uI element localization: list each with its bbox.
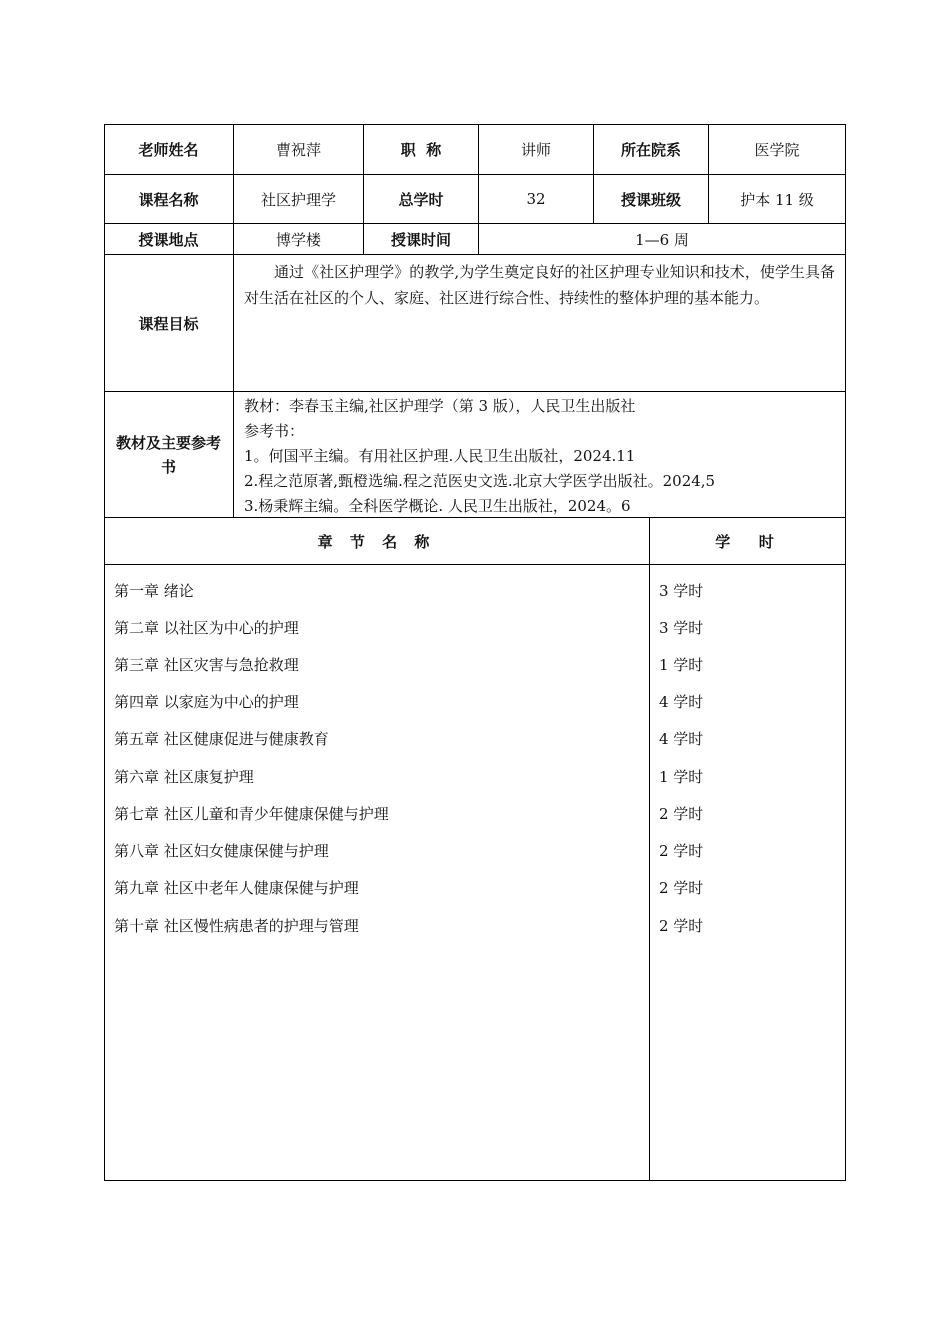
chapter-hours: 1 学时 xyxy=(659,768,704,786)
list-item xyxy=(104,832,846,869)
chapter-name: 第九章 社区中老年人健康保健与护理 xyxy=(114,879,359,897)
book-line: 2.程之范原著,甄橙选编.程之范医史文选.北京大学医学出版社。2024,5 xyxy=(244,472,716,490)
list-item xyxy=(104,720,846,757)
book-line: 1。何国平主编。有用社区护理.人民卫生出版社，2024.11 xyxy=(244,447,636,465)
chapter-name-header: 章 节 名 称 xyxy=(104,518,650,565)
chapter-hours: 3 学时 xyxy=(659,582,704,600)
course-label: 课程名称 xyxy=(104,175,234,224)
course-value: 社区护理学 xyxy=(234,175,364,224)
dept-label: 所在院系 xyxy=(594,124,709,175)
teacher-value: 曹祝萍 xyxy=(234,124,364,175)
chapter-hours: 3 学时 xyxy=(659,619,704,637)
place-label: 授课地点 xyxy=(104,224,234,255)
chapter-hours-header: 学 时 xyxy=(650,518,846,565)
hours-value: 32 xyxy=(479,175,594,224)
chapter-name: 第八章 社区妇女健康保健与护理 xyxy=(114,842,329,860)
book-line: 参考书： xyxy=(244,422,305,440)
chapter-name: 第七章 社区儿童和青少年健康保健与护理 xyxy=(114,805,389,823)
chapter-name: 第十章 社区慢性病患者的护理与管理 xyxy=(114,917,359,935)
books-list xyxy=(234,392,846,518)
goal-label: 课程目标 xyxy=(104,255,234,392)
title-label: 职 称 xyxy=(364,124,479,175)
chapter-hours: 4 学时 xyxy=(659,693,704,711)
hours-label: 总学时 xyxy=(364,175,479,224)
chapter-name: 第四章 以家庭为中心的护理 xyxy=(114,693,299,711)
books-label: 教材及主要参考书 xyxy=(104,392,234,518)
list-item xyxy=(104,907,846,944)
time-label: 授课时间 xyxy=(364,224,479,255)
dept-value: 医学院 xyxy=(709,124,846,175)
chapter-hours: 2 学时 xyxy=(659,879,704,897)
goal-paragraph: 通过《社区护理学》的教学,为学生奠定良好的社区护理专业知识和技术，使学生具备对生活在社区的个人、家庭、社区进行综合性、持续性的整体护理的基本能力。 xyxy=(244,263,835,307)
time-value: 1—6 周 xyxy=(479,224,846,255)
list-item xyxy=(104,869,846,906)
title-value: 讲师 xyxy=(479,124,594,175)
class-label: 授课班级 xyxy=(594,175,709,224)
chapter-name: 第三章 社区灾害与急抢救理 xyxy=(114,656,299,674)
chapter-name: 第二章 以社区为中心的护理 xyxy=(114,619,299,637)
class-value: 护本 11 级 xyxy=(709,175,846,224)
chapter-name: 第五章 社区健康促进与健康教育 xyxy=(114,730,329,748)
chapter-name: 第六章 社区康复护理 xyxy=(114,768,254,786)
place-value: 博学楼 xyxy=(234,224,364,255)
book-line: 3.杨秉辉主编。全科医学概论. 人民卫生出版社，2024。6 xyxy=(244,497,631,515)
list-item xyxy=(104,683,846,720)
list-item xyxy=(104,795,846,832)
list-item xyxy=(104,646,846,683)
list-item xyxy=(104,609,846,646)
chapter-hours: 4 学时 xyxy=(659,730,704,748)
chapter-hours: 2 学时 xyxy=(659,842,704,860)
list-item xyxy=(104,758,846,795)
book-line: 教材：李春玉主编,社区护理学（第 3 版），人民卫生出版社 xyxy=(244,397,636,415)
chapter-hours: 2 学时 xyxy=(659,917,704,935)
chapter-hours: 1 学时 xyxy=(659,656,704,674)
list-item xyxy=(104,572,846,609)
goal-text xyxy=(234,255,846,392)
chapter-name: 第一章 绪论 xyxy=(114,582,194,600)
teacher-label: 老师姓名 xyxy=(104,124,234,175)
chapter-hours: 2 学时 xyxy=(659,805,704,823)
